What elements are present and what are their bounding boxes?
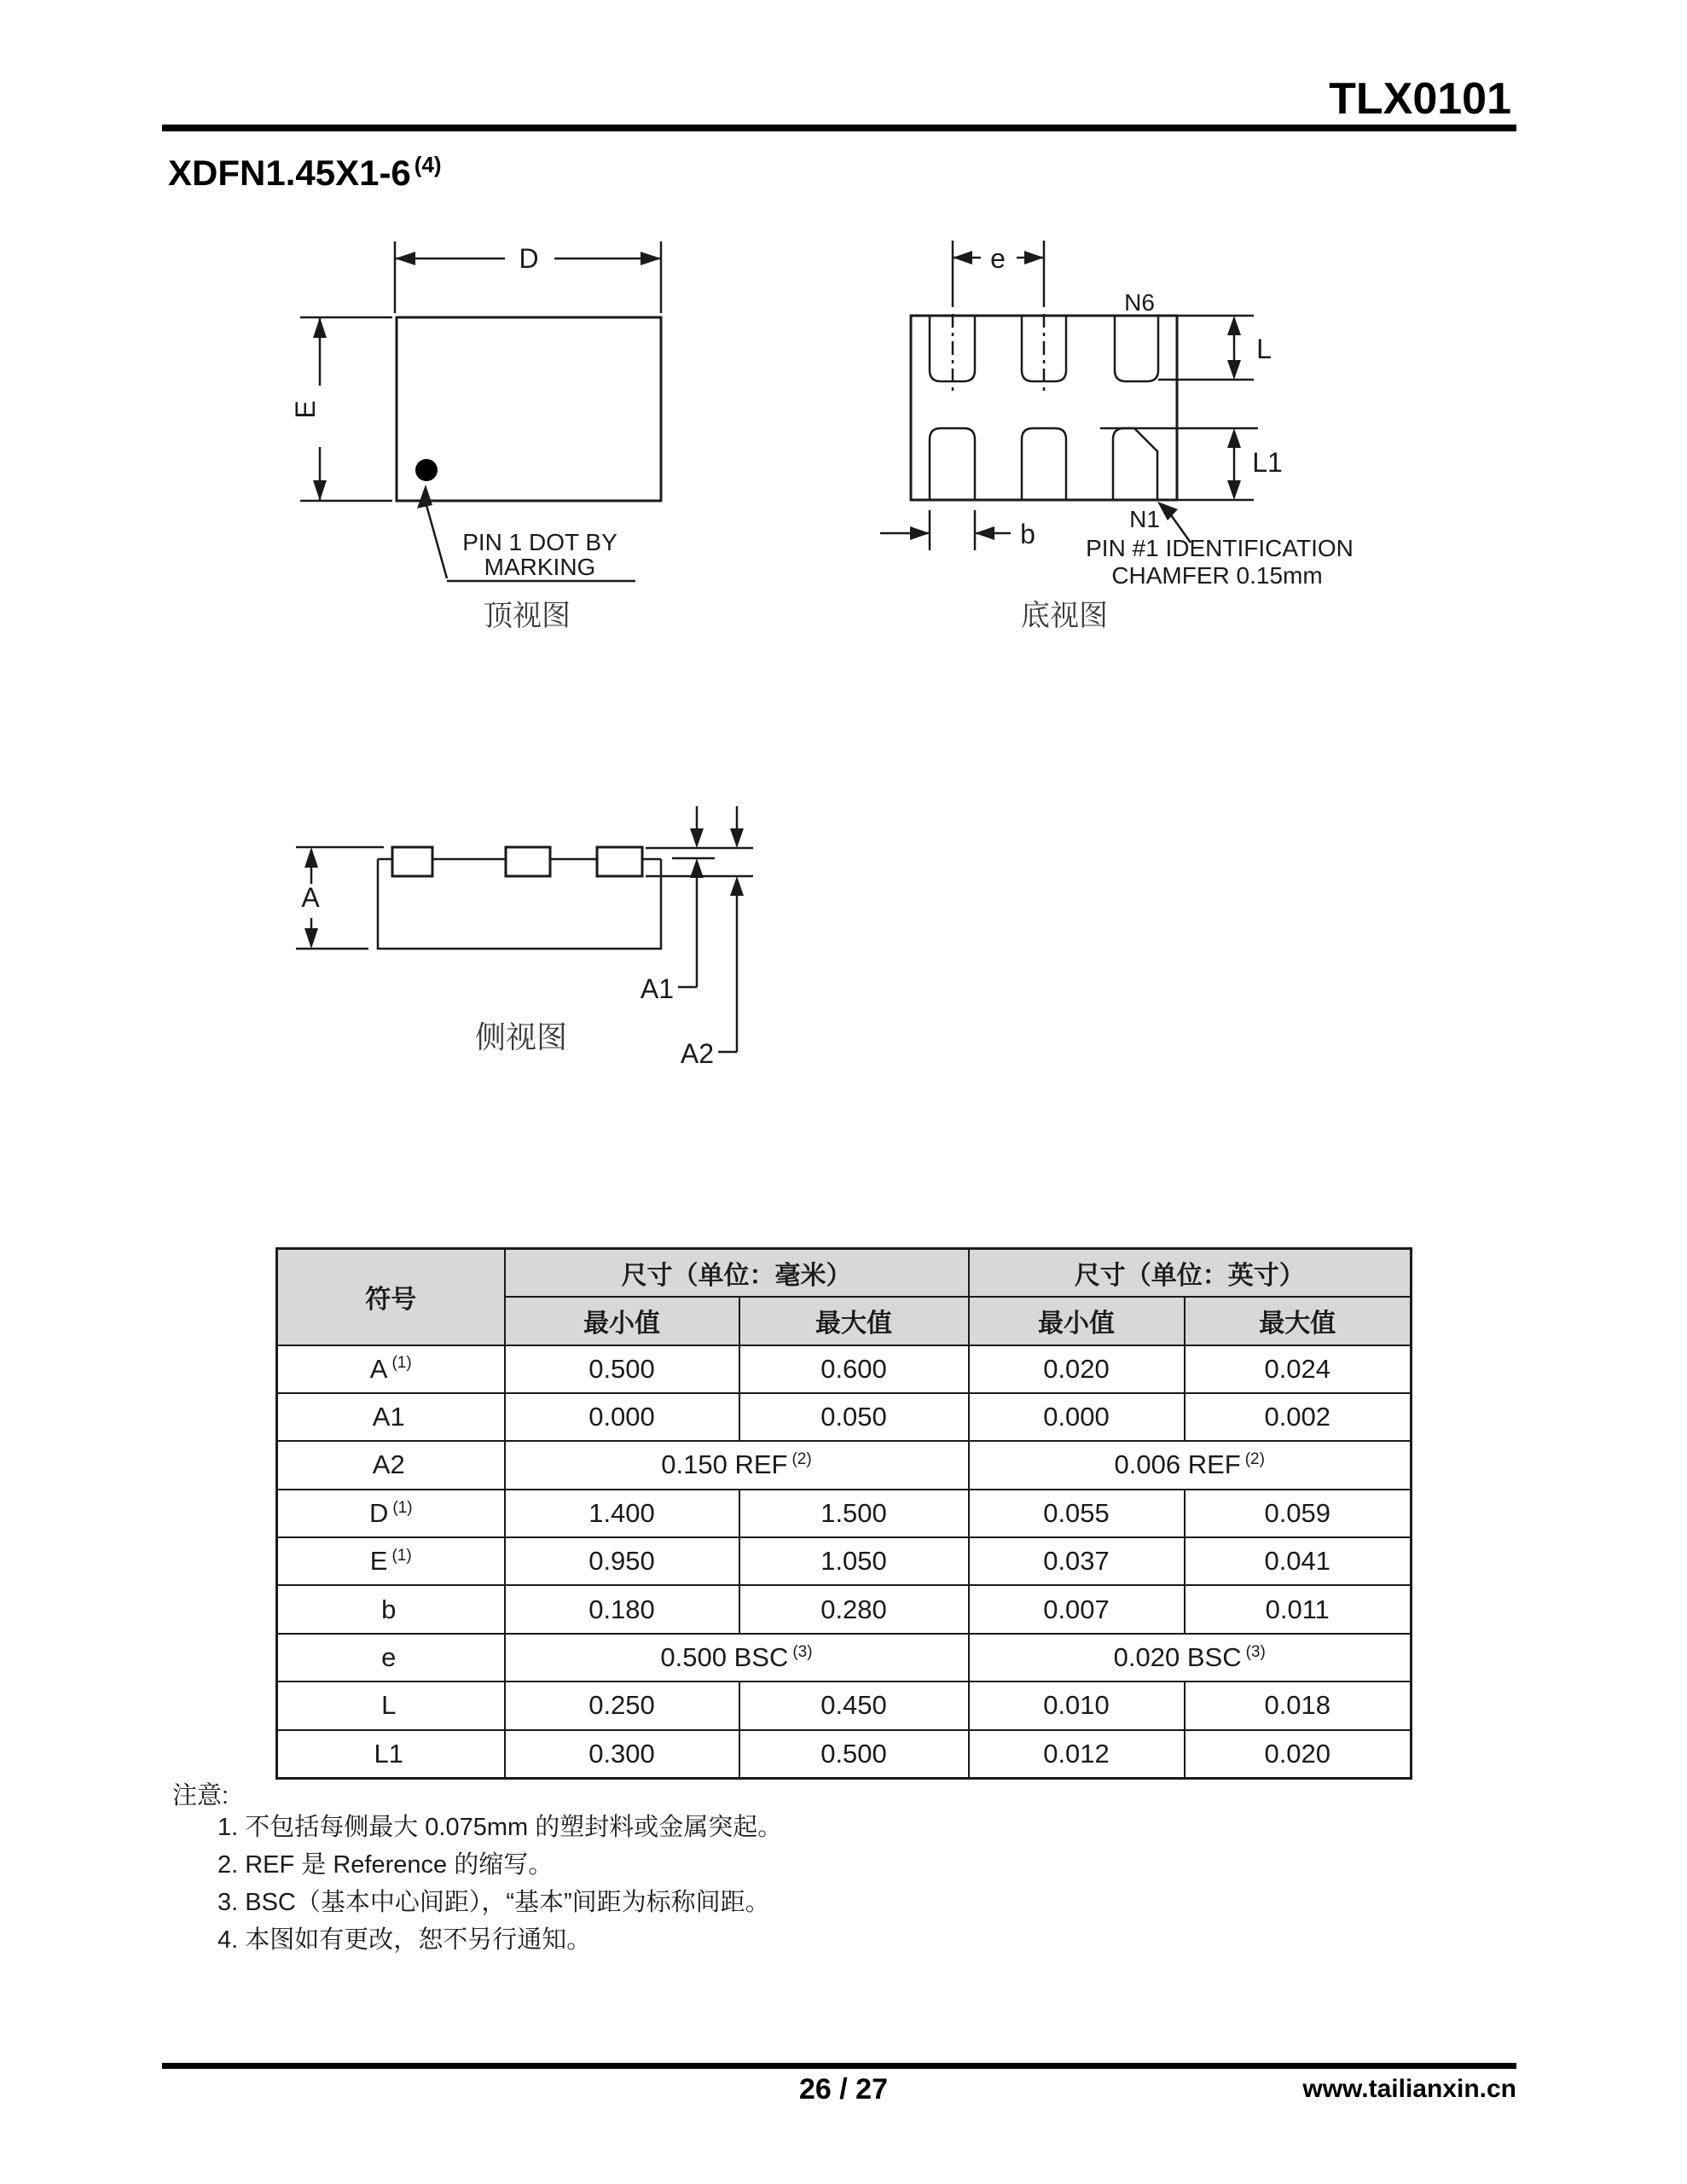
table-row-E: E $^{(1)}$ 0.950 1.050 0.037 0.041 bbox=[277, 1537, 1412, 1585]
website-url: www.tailianxin.cn bbox=[1302, 2075, 1516, 2103]
col-header-max-mm: 最大值 bbox=[739, 1297, 969, 1345]
col-header-min-inch: 最小值 bbox=[969, 1297, 1185, 1345]
top-view-caption: 顶视图 bbox=[484, 600, 571, 632]
arrowhead-up-icon bbox=[1227, 316, 1241, 335]
note-item-3: 3. BSC（基本中心间距），“基本”间距为标称间距。 bbox=[217, 1889, 770, 1916]
pin1-note-line1: PIN 1 DOT BY bbox=[462, 529, 617, 555]
dim-label-e: e bbox=[990, 243, 1006, 274]
top-view-drawing bbox=[239, 230, 716, 640]
pin1-dot bbox=[415, 459, 438, 481]
table-row-A1: A1 0.000 0.050 0.000 0.002 bbox=[277, 1393, 1412, 1441]
table-row-L: L 0.250 0.450 0.010 0.018 bbox=[277, 1682, 1412, 1729]
arrowhead-right-icon bbox=[1024, 251, 1044, 264]
arrowhead-up-icon bbox=[690, 858, 704, 878]
doc-number: TLX0101 bbox=[1329, 74, 1511, 124]
side-view-caption: 侧视图 bbox=[474, 1019, 568, 1054]
table-row-D: D $^{(1)}$ 1.400 1.500 0.055 0.059 bbox=[277, 1490, 1412, 1537]
arrowhead-right-icon bbox=[641, 252, 661, 265]
package-name-footnote: (4) bbox=[414, 152, 442, 177]
dim-label-A: A bbox=[301, 882, 320, 913]
bottom-view-caption: 底视图 bbox=[1021, 600, 1108, 632]
arrowhead-right-icon bbox=[910, 526, 930, 540]
notes-list bbox=[217, 1809, 782, 1959]
arrowhead-down-icon bbox=[690, 828, 704, 848]
dim-label-D: D bbox=[519, 243, 539, 274]
note-item-1: 1. 不包括每侧最大 0.075mm 的塑封料或金属突起。 bbox=[217, 1814, 783, 1841]
arrowhead-up-icon bbox=[730, 876, 744, 896]
arrowhead-up-icon bbox=[313, 317, 327, 338]
leader-arrowhead-icon bbox=[1157, 502, 1178, 520]
arrowhead-down-icon bbox=[1227, 480, 1241, 500]
arrowhead-down-icon bbox=[730, 828, 744, 848]
dim-label-L: L bbox=[1256, 334, 1272, 364]
pad-label-N1: N1 bbox=[1129, 506, 1160, 532]
bottom-view-drawing bbox=[870, 222, 1416, 648]
arrowhead-left-icon bbox=[975, 526, 994, 540]
dim-label-b: b bbox=[1020, 519, 1035, 549]
side-view-drawing bbox=[281, 793, 776, 1075]
table-row-L1: L1 0.300 0.500 0.012 0.020 bbox=[277, 1730, 1412, 1778]
col-header-symbol: 符号 bbox=[277, 1249, 505, 1345]
dimension-table bbox=[275, 1247, 1412, 1780]
table-header-row-units bbox=[277, 1249, 1412, 1297]
page-number: 26 / 27 bbox=[799, 2073, 888, 2106]
header-rule bbox=[162, 125, 1516, 131]
arrowhead-left-icon bbox=[395, 252, 415, 265]
pin1-note-line2: MARKING bbox=[484, 554, 596, 580]
chamfer-note-line1: PIN #1 IDENTIFICATION bbox=[1086, 535, 1354, 561]
terminal-3 bbox=[597, 847, 642, 876]
footer-rule bbox=[162, 2063, 1516, 2069]
pad-label-N6: N6 bbox=[1124, 289, 1155, 316]
col-header-max-inch: 最大值 bbox=[1185, 1297, 1412, 1345]
package-name: XDFN1.45X1-6 bbox=[168, 153, 411, 193]
table-row-b: b 0.180 0.280 0.007 0.011 bbox=[277, 1585, 1412, 1633]
arrowhead-down-icon bbox=[313, 480, 327, 501]
page-title bbox=[168, 152, 442, 194]
chamfer-note-line2: CHAMFER 0.15mm bbox=[1111, 562, 1323, 589]
note-item-2: 2. REF 是 Reference 的缩写。 bbox=[217, 1851, 554, 1879]
dim-label-A1: A1 bbox=[640, 973, 674, 1004]
terminal-1 bbox=[392, 847, 432, 876]
col-header-min-mm: 最小值 bbox=[505, 1297, 739, 1345]
arrowhead-down-icon bbox=[304, 928, 318, 949]
dim-label-E: E bbox=[290, 400, 321, 419]
col-header-inch: 尺寸（单位：英寸） bbox=[969, 1249, 1412, 1297]
dim-label-L1: L1 bbox=[1252, 447, 1283, 478]
table-row-A2: A2 0.150 REF $^{(2)}$ 0.006 REF $^{(2)}$ bbox=[277, 1441, 1412, 1489]
col-header-mm: 尺寸（单位：毫米） bbox=[505, 1249, 969, 1297]
table-row-A: A $^{(1)}$ 0.500 0.600 0.020 0.024 bbox=[277, 1345, 1412, 1393]
dim-label-A2: A2 bbox=[680, 1038, 714, 1069]
table-row-e: e 0.500 BSC $^{(3)}$ 0.020 BSC $^{(3)}$ bbox=[277, 1634, 1412, 1682]
note-item-4: 4. 本图如有更改，恕不另行通知。 bbox=[217, 1926, 592, 1954]
terminal-2 bbox=[506, 847, 550, 876]
arrowhead-up-icon bbox=[304, 847, 318, 868]
arrowhead-down-icon bbox=[1227, 360, 1241, 380]
arrowhead-up-icon bbox=[1227, 428, 1241, 448]
notes-title: 注意: bbox=[172, 1782, 229, 1809]
